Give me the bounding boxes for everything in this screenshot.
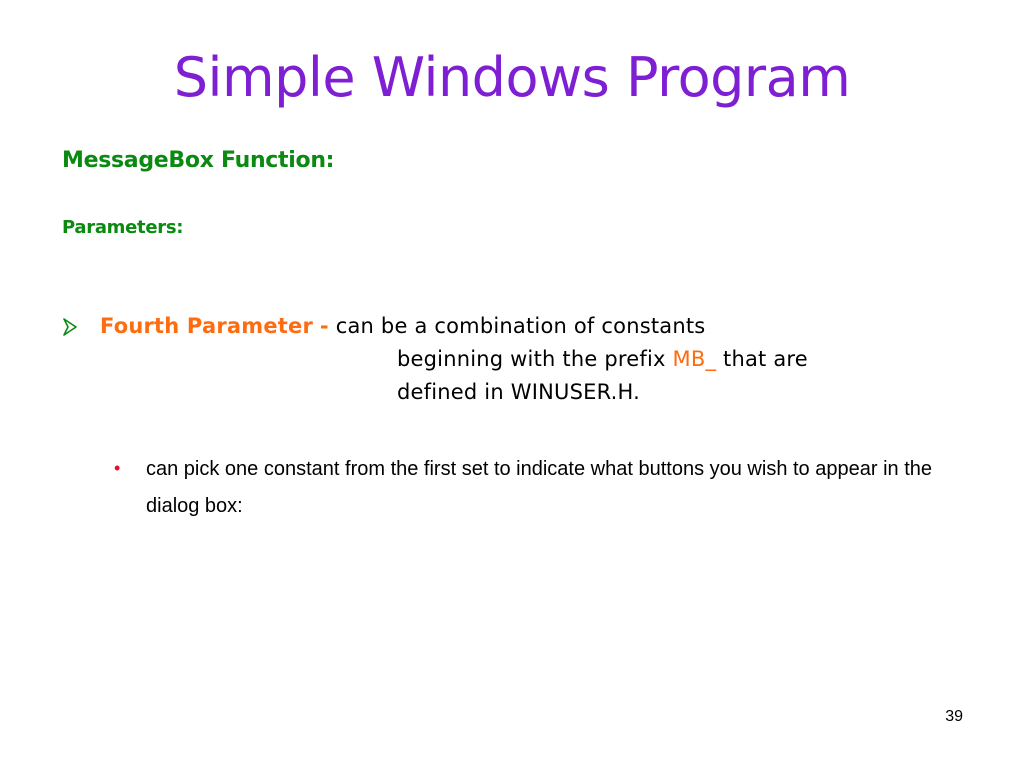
section-subheading: Parameters:: [62, 217, 184, 238]
arrow-bullet-icon: [62, 318, 78, 336]
prefix-lead-text: beginning with the prefix: [397, 347, 673, 371]
parameter-line: [100, 310, 705, 343]
section-heading: MessageBox Function:: [62, 148, 335, 173]
slide-title: Simple Windows Program: [173, 46, 851, 109]
dot-bullet-icon: •: [114, 458, 121, 478]
page-number: 39: [945, 708, 963, 725]
prefix-constant: MB_: [672, 347, 717, 371]
parameter-description-line-1: can be a combination of constants: [335, 314, 706, 338]
parameter-dash: -: [319, 314, 329, 338]
parameter-name: Fourth Parameter: [100, 314, 314, 338]
parameter-description-line-3: defined in WINUSER.H.: [397, 380, 640, 404]
sub-bullet-text: can pick one constant from the first set to indicate what buttons you wish to appear in the dialog box:: [146, 458, 932, 517]
prefix-trail-text: that are: [716, 347, 808, 371]
parameter-description-line-2: [397, 343, 808, 376]
